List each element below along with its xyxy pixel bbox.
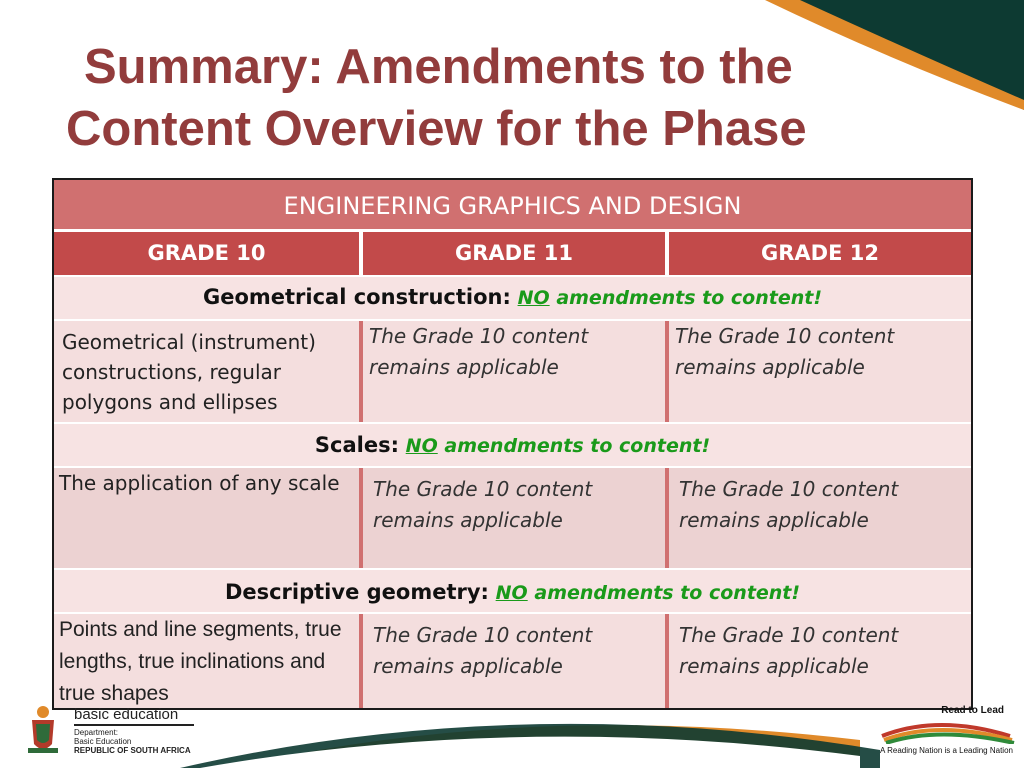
coat-of-arms-icon — [24, 704, 62, 756]
grade-11-content: The Grade 10 content remains applicable — [359, 614, 665, 708]
grade-12-content: The Grade 10 content remains applicable — [665, 321, 971, 422]
no-label: NO — [495, 582, 528, 604]
dbe-department: Department: — [74, 728, 119, 737]
no-label: NO — [517, 287, 550, 309]
title-line-1: Summary: Amendments to the — [84, 40, 793, 94]
dbe-name: basic education — [74, 706, 179, 723]
grade-10-header: GRADE 10 — [147, 241, 266, 265]
section-body-descriptive — [54, 614, 971, 708]
book-pages-icon — [878, 710, 1018, 744]
section-body-scales — [54, 468, 971, 568]
amendment-note: amendments to content! — [534, 582, 801, 604]
dbe-logo — [20, 700, 220, 762]
amendment-note: amendments to content! — [556, 287, 822, 309]
grade-11-content: The Grade 10 content remains applicable — [359, 321, 665, 422]
dbe-republic: REPUBLIC OF SOUTH AFRICA — [74, 746, 191, 755]
amendment-note: amendments to content! — [444, 435, 711, 457]
slide-title — [66, 36, 966, 160]
dbe-basic-education: Basic Education — [74, 737, 132, 746]
amendments-table — [52, 178, 973, 710]
read-to-lead-label: Read to Lead — [941, 705, 1004, 716]
grade-12-header: GRADE 12 — [761, 241, 879, 265]
grade-11-content: The Grade 10 content remains applicable — [359, 468, 665, 568]
section-heading-descriptive — [54, 568, 971, 614]
section-body-geometrical — [54, 321, 971, 422]
no-label: NO — [405, 435, 438, 457]
grade-10-content: Points and line segments, true lengths, true inclinations and true shapes — [59, 618, 342, 705]
section-heading-geometrical — [54, 275, 971, 321]
grade-header-row — [54, 232, 971, 275]
grade-10-content: Geometrical (instrument) constructions, regular polygons and ellipses — [62, 330, 316, 414]
grade-11-header: GRADE 11 — [455, 241, 573, 265]
section-title: Descriptive geometry: — [224, 580, 489, 604]
section-title: Geometrical construction: — [202, 285, 511, 309]
divider — [74, 724, 194, 726]
read-to-lead-tagline: A Reading Nation is a Leading Nation — [880, 746, 1013, 755]
grade-12-content: The Grade 10 content remains applicable — [665, 614, 971, 708]
grade-12-content: The Grade 10 content remains applicable — [665, 468, 971, 568]
section-heading-scales — [54, 422, 971, 468]
grade-10-content: The application of any scale — [59, 471, 340, 495]
read-to-lead-logo — [870, 700, 1020, 766]
table-header: ENGINEERING GRAPHICS AND DESIGN — [54, 180, 971, 232]
title-line-2: Content Overview for the Phase — [66, 102, 807, 156]
section-title: Scales: — [314, 433, 399, 457]
